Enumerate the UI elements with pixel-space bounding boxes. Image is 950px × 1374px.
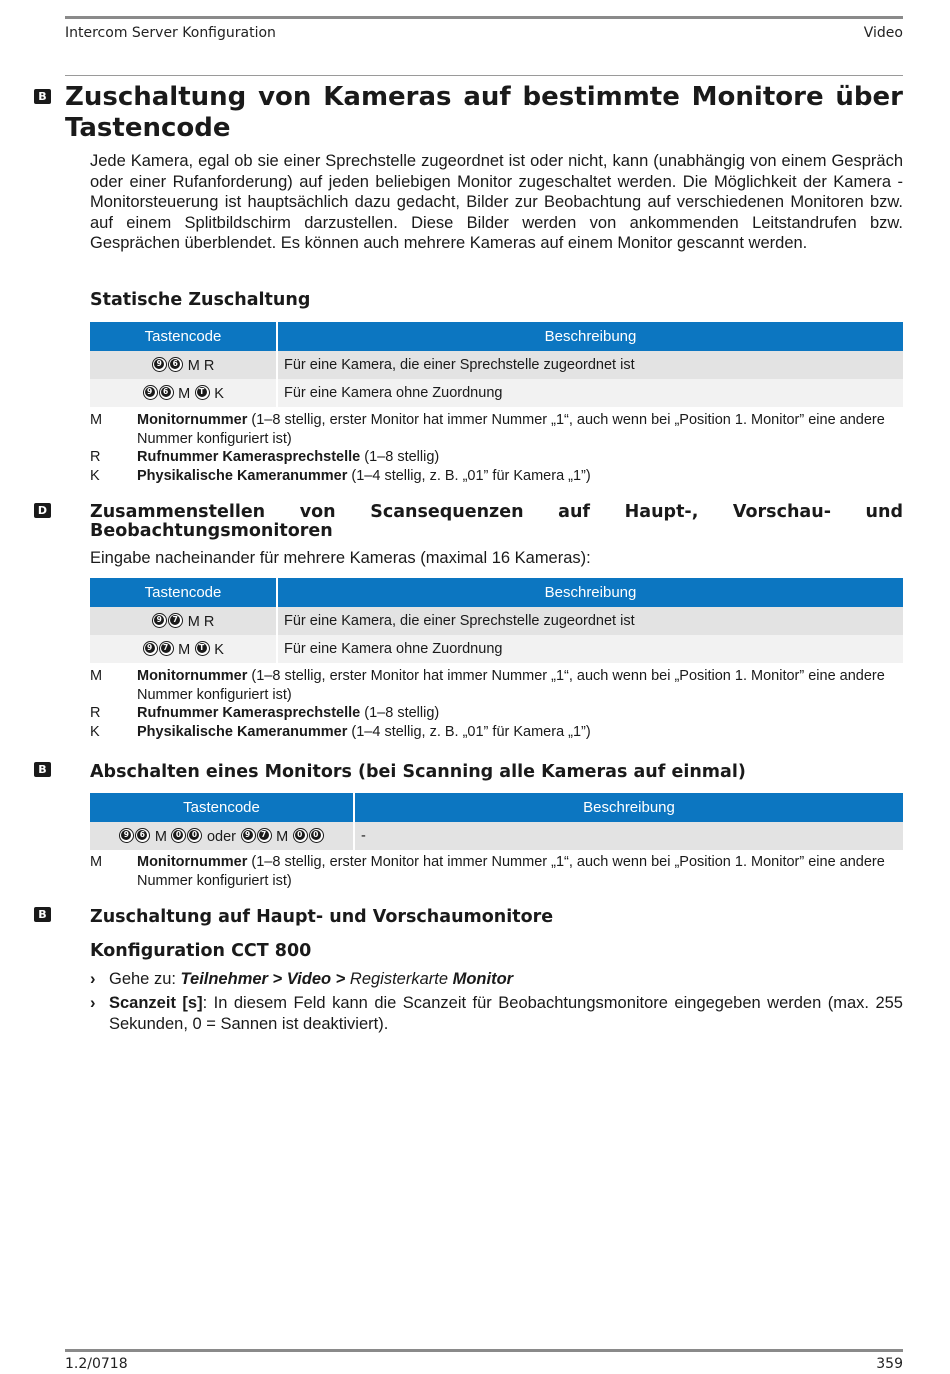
keycode-suffix: M R <box>187 613 215 630</box>
key-0-icon <box>309 828 324 843</box>
table-row <box>90 379 903 407</box>
badge-b: B <box>34 762 51 777</box>
key-0-icon <box>293 828 308 843</box>
header-divider <box>65 75 903 76</box>
field-name: Scanzeit [s] <box>109 994 203 1012</box>
legend-term: Physikalische Kameranummer <box>137 723 348 740</box>
section-title-main-preview: Zuschaltung auf Haupt- und Vorschaumonitore <box>90 907 554 927</box>
key-7-icon <box>257 828 272 843</box>
subheading-cct800: Konfiguration CCT 800 <box>90 941 312 961</box>
keycode-table-static <box>90 322 903 407</box>
key-0-icon <box>171 828 186 843</box>
table-row <box>90 351 903 379</box>
field-description: : In diesem Feld kann die Scanzeit für Beobachtungsmonitore eingegeben werden (max. 255 Sekunden, 0 = Sannen ist deaktiviert). <box>109 994 903 1033</box>
footer-rule <box>65 1349 903 1352</box>
badge-b: B <box>34 89 51 104</box>
scan-intro: Eingabe nacheinander für mehrere Kameras (maximal 16 Kameras): <box>90 549 591 567</box>
legend-term: Monitornummer <box>137 412 248 428</box>
section-title-scan: Zusammenstellen von Scansequenzen auf Haupt-, Vorschau- und Beobachtungsmonitoren <box>90 502 903 541</box>
legend-key: M <box>90 854 103 870</box>
col-header-description: Beschreibung <box>354 793 903 822</box>
legend-term: Rufnummer Kamerasprechstelle <box>137 449 361 465</box>
keycode-cell <box>90 379 277 407</box>
keycode-table-switch-off <box>90 793 903 850</box>
subheading-static: Statische Zuschaltung <box>90 290 311 310</box>
keycode-cell <box>90 822 354 850</box>
legend-key: M <box>90 412 103 428</box>
keycode-mid: M <box>178 641 191 658</box>
legend-item <box>90 467 903 486</box>
table-row <box>90 635 903 663</box>
bullet-goto <box>90 969 903 990</box>
keycode-table-scan <box>90 578 903 663</box>
description-cell: - <box>354 822 903 850</box>
legend-scan <box>90 667 903 741</box>
page-title: Zuschaltung von Kameras auf bestimmte Monitore über Tastencode <box>65 82 903 143</box>
menu-path-mid: Registerkarte <box>345 970 453 988</box>
legend-item <box>90 667 903 704</box>
legend-desc: (1–8 stellig) <box>360 705 440 721</box>
header-right: Video <box>863 25 903 41</box>
key-9-icon <box>152 357 167 372</box>
legend-desc: (1–4 stellig, z. B. „01” für Kamera „1”) <box>347 467 591 484</box>
header-rule <box>65 16 903 19</box>
key-9-icon <box>119 828 134 843</box>
keycode-cell <box>90 607 277 635</box>
description-cell: Für eine Kamera ohne Zuordnung <box>277 635 903 663</box>
legend-term: Physikalische Kameranummer <box>137 467 348 484</box>
menu-tab: Monitor <box>452 970 514 988</box>
section-title-switch-off: Abschalten eines Monitors (bei Scanning alle Kameras auf einmal) <box>90 762 746 782</box>
legend-item <box>90 448 903 467</box>
header-left: Intercom Server Konfiguration <box>65 25 276 41</box>
key-9-icon <box>152 613 167 628</box>
legend-desc: (1–8 stellig, erster Monitor hat immer Nummer „1“, auch wenn bei „Position 1. Monitor” eine andere Nummer konfiguriert ist) <box>137 412 885 447</box>
keycode-mid: M <box>178 385 191 402</box>
keycode-cell <box>90 635 277 663</box>
legend-desc: (1–8 stellig) <box>360 449 440 465</box>
description-cell: Für eine Kamera, die einer Sprechstelle zugeordnet ist <box>277 607 903 635</box>
legend-desc: (1–8 stellig, erster Monitor hat immer Nummer „1“, auch wenn bei „Position 1. Monitor” eine andere Nummer konfiguriert ist) <box>137 854 885 889</box>
keycode-suffix: K <box>214 641 224 658</box>
chevron-right-icon: › <box>90 970 96 988</box>
menu-path: Teilnehmer > Video > <box>180 970 346 988</box>
col-header-keycode: Tastencode <box>90 793 354 822</box>
legend-item <box>90 853 903 890</box>
keycode-mid: M <box>276 828 289 845</box>
legend-key: R <box>90 449 101 465</box>
legend-key: K <box>90 467 100 484</box>
table-row <box>90 607 903 635</box>
keycode-suffix: M R <box>187 357 215 374</box>
intro-paragraph: Jede Kamera, egal ob sie einer Sprechstelle zugeordnet ist oder nicht, kann (unabhängig von einem Gespräch oder einer Rufanforderung) auf jeden beliebigen Monitor zugeschaltet werden. Die Möglichkeit der Kamera - Monitorsteuerung ist hauptsächlich dazu gedacht, Bilder zur Beobachtung auf verschiedenen Monitoren bzw. auf einem Splitbildschirm darzustellen. Diese Bilder werden von ankommenden Leitstandrufen bzw. Gesprächen überblendet. Es können auch mehrere Kameras auf einem Monitor gescannt werden. <box>90 152 903 252</box>
keycode-mid: M <box>154 828 167 845</box>
description-cell: Für eine Kamera, die einer Sprechstelle zugeordnet ist <box>277 351 903 379</box>
legend-item <box>90 704 903 723</box>
badge-b: B <box>34 907 51 922</box>
keycode-oder: oder <box>206 828 237 845</box>
key-9-icon <box>143 385 158 400</box>
col-header-description: Beschreibung <box>277 578 903 607</box>
key-7-icon <box>168 613 183 628</box>
key-6-icon <box>135 828 150 843</box>
legend-term: Rufnummer Kamerasprechstelle <box>137 705 361 721</box>
bullet-prefix: Gehe zu: <box>109 970 181 988</box>
legend-desc: (1–8 stellig, erster Monitor hat immer Nummer „1“, auch wenn bei „Position 1. Monitor” eine andere Nummer konfiguriert ist) <box>137 668 885 703</box>
legend-term: Monitornummer <box>137 854 248 870</box>
keycode-cell <box>90 351 277 379</box>
legend-term: Monitornummer <box>137 668 248 684</box>
key-6-icon <box>159 385 174 400</box>
key-7-icon <box>159 641 174 656</box>
legend-desc: (1–4 stellig, z. B. „01” für Kamera „1”) <box>347 723 591 740</box>
key-9-icon <box>241 828 256 843</box>
legend-static <box>90 411 903 485</box>
description-cell: Für eine Kamera ohne Zuordnung <box>277 379 903 407</box>
key-9-icon <box>143 641 158 656</box>
bullet-scanzeit <box>90 993 903 1034</box>
footer-page-number: 359 <box>876 1356 903 1372</box>
footer-version: 1.2/0718 <box>65 1356 128 1372</box>
legend-item <box>90 723 903 742</box>
legend-key: K <box>90 723 100 740</box>
chevron-right-icon: › <box>90 994 96 1012</box>
key-6-icon <box>168 357 183 372</box>
legend-key: R <box>90 705 101 721</box>
legend-switch-off <box>90 853 903 890</box>
key-0-icon <box>187 828 202 843</box>
col-header-keycode: Tastencode <box>90 322 277 351</box>
legend-item <box>90 411 903 448</box>
col-header-keycode: Tastencode <box>90 578 277 607</box>
badge-d: D <box>34 503 51 518</box>
keycode-suffix: K <box>214 385 224 402</box>
table-row <box>90 822 903 850</box>
key-T-icon <box>195 385 210 400</box>
col-header-description: Beschreibung <box>277 322 903 351</box>
legend-key: M <box>90 668 103 684</box>
key-T-icon <box>195 641 210 656</box>
